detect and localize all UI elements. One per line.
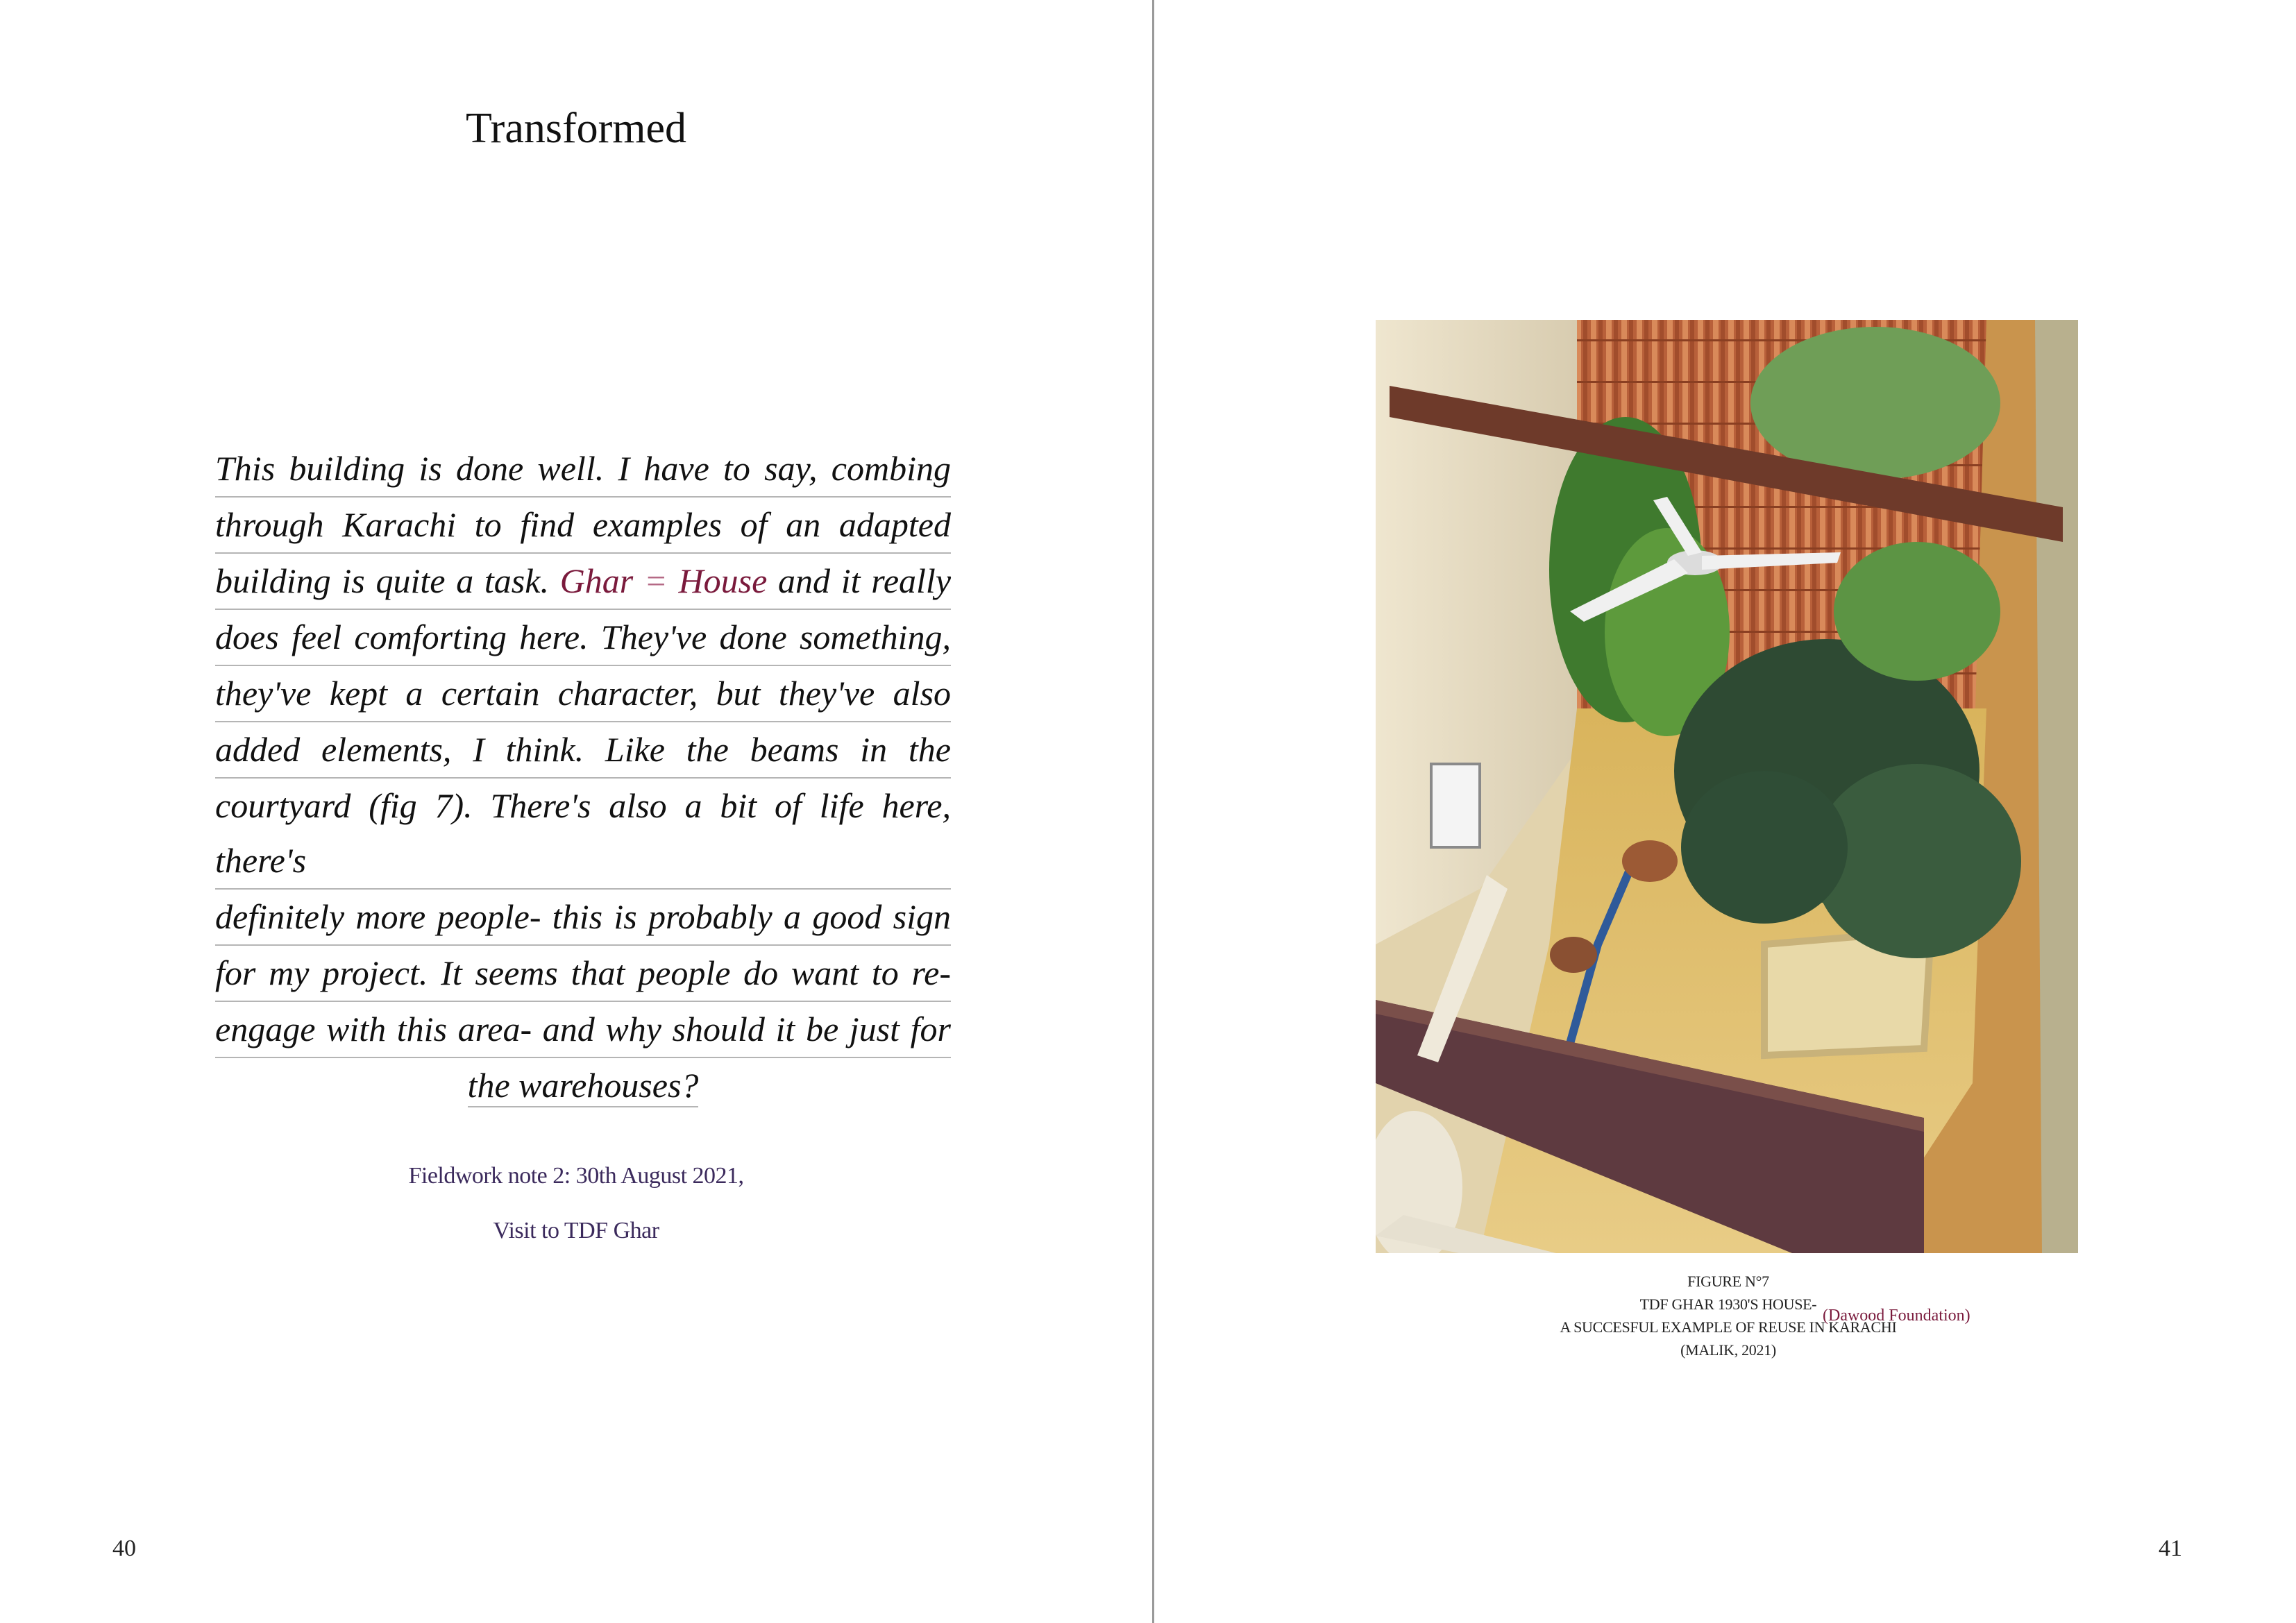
fieldwork-quote [215, 441, 951, 1113]
quote-last-text: the warehouses? [468, 1066, 699, 1107]
quote-line: definitely more people- this is probably a good sign [215, 890, 951, 946]
quote-line: engage with this area- and why should it be just for [215, 1002, 951, 1058]
ghar-house-highlight [560, 561, 768, 600]
caption-figure-number: FIGURE N°7 [1687, 1273, 1769, 1290]
photo-credit: (Dawood Foundation) [1823, 1307, 1970, 1325]
quote-line: does feel comforting here. They've done something, [215, 610, 951, 666]
highlight-equals: = [644, 561, 668, 600]
quote-line-suffix: and it really [778, 561, 952, 600]
quote-line-prefix: building is quite a task. [215, 561, 560, 600]
courtyard-photo-illustration [1376, 320, 2078, 1253]
caption-subtitle: A SUCCESFUL EXAMPLE OF REUSE IN KARACHI [1560, 1318, 1897, 1336]
quote-line: courtyard (fig 7). There's also a bit of life here, there's [215, 779, 951, 890]
quote-line: through Karachi to find examples of an adapted [215, 498, 951, 554]
caption-title: TDF GHAR 1930'S HOUSE- [1639, 1295, 1817, 1313]
page-title: Transformed [465, 105, 687, 152]
page-number-right: 41 [2159, 1536, 2182, 1561]
quote-line-last [215, 1058, 951, 1113]
quote-line: they've kept a certain character, but they've also [215, 666, 951, 722]
fieldwork-note-date: Fieldwork note 2: 30th August 2021, [408, 1163, 744, 1189]
quote-line [215, 554, 951, 610]
quote-line: This building is done well. I have to say, combing [215, 441, 951, 498]
quote-line: added elements, I think. Like the beams in the [215, 722, 951, 779]
highlight-house: House [678, 561, 768, 600]
quote-line: for my project. It seems that people do want to re- [215, 946, 951, 1002]
page-number-left: 40 [112, 1536, 136, 1561]
courtyard-photo [1376, 320, 2078, 1253]
fieldwork-note-visit: Visit to TDF Ghar [493, 1218, 659, 1243]
caption-source: (MALIK, 2021) [1680, 1341, 1776, 1359]
highlight-ghar: Ghar [559, 561, 634, 600]
